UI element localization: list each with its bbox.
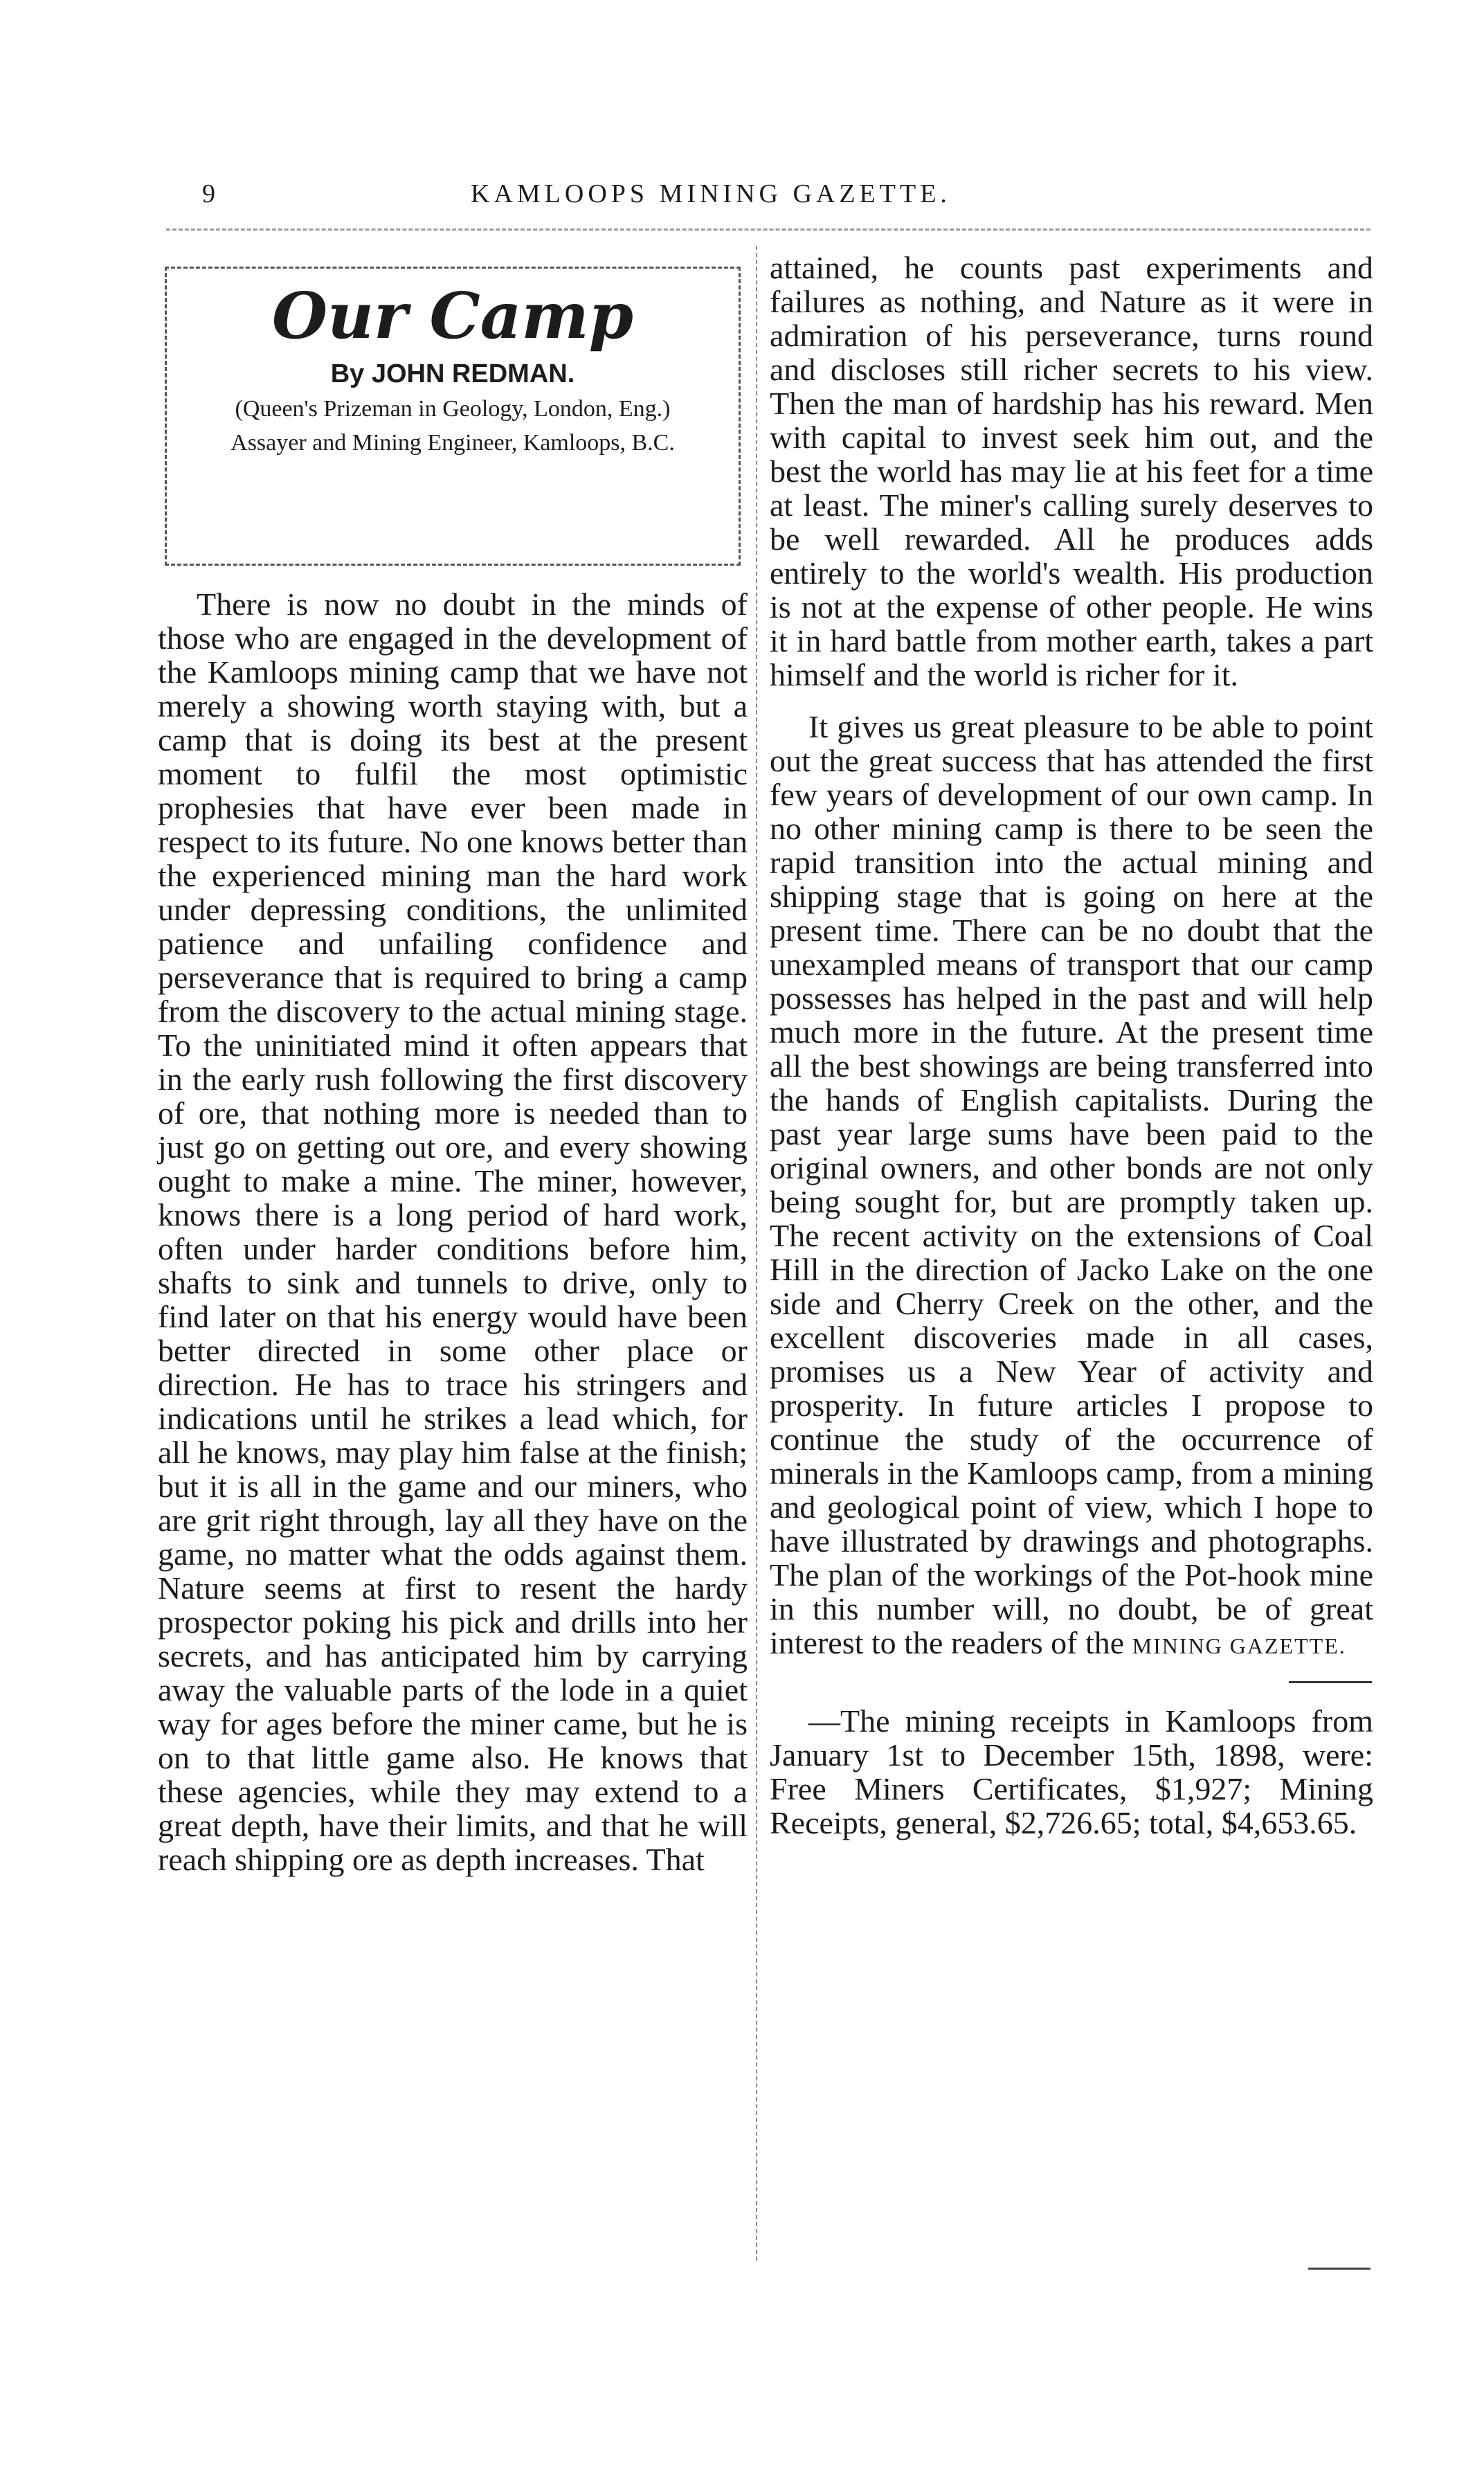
note-separator (1289, 1681, 1372, 1683)
mining-receipts-note: —The mining receipts in Kamloops from January 1st to December 15th, 1898, were: Free Miners Certificates, $1,927; Mining Receipts, general, $2,726.65; total, $4,653.65. (770, 1703, 1373, 1840)
article-paragraph-2 (770, 710, 1373, 1663)
running-head: KAMLOOPS MINING GAZETTE. (471, 179, 951, 208)
article-paragraph-continued: attained, he counts past experiments and failures as nothing, and Nature as it were in admiration of his perseverance, turns round and discloses still richer secrets to his view. Then the man of hardship has his reward. Men with capital to invest seek him out, and the best the world has may lie at his feet for a time at least. The miner's calling surely deserves to be well rewarded. All he produces adds entirely to the world's wealth. His production is not at the expense of other people. He wins it in hard battle from mother earth, takes a part himself and the world is richer for it. (770, 250, 1373, 692)
article-paragraph-1: There is now no doubt in the minds of those who are engaged in the development of the Kamloops mining camp that we have not merely a showing worth staying with, but a camp that is doing its best at the present moment to fulfil the most optimistic prophesies that have ever been made in respect to its future. No one knows better than the experienced mining man the hard work under depressing conditions, the unlimited patience and unfailing confidence and perseverance that is required to bring a camp from the discovery to the actual mining stage. To the uninitiated mind it often appears that in the early rush following the first discovery of ore, that nothing more is needed than to just go on getting out ore, and every showing ought to make a mine. The miner, however, knows there is a long period of hard work, often under harder conditions before him, shafts to sink and tunnels to drive, only to find later on that his energy would have been better directed in some other place or direction. He has to trace his stringers and indications until he strikes a lead which, for all he knows, may play him false at the finish; but it is all in the game and our miners, who are grit right through, lay all they have on the game, no matter what the odds against them. Nature seems at first to resent the hardy prospector poking his pick and drills into her secrets, and has anticipated him by carrying away the valuable parts of the lode in a quiet way for ages before the miner came, but he is on to that little game also. He knows that these agencies, while they may extend to a great depth, have their limits, and that he will reach shipping ore as depth increases. That (158, 586, 748, 1877)
gazette-name-smallcaps: MINING GAZETTE. (1132, 1633, 1346, 1658)
author-credential-geology: (Queen's Prizeman in Geology, London, Eng.) (235, 395, 671, 422)
article-byline: By JOHN REDMAN. (330, 359, 575, 388)
author-credential-assayer: Assayer and Mining Engineer, Kamloops, B.C. (230, 430, 675, 456)
article-title: Our Camp (271, 278, 634, 353)
header-rule (166, 228, 1370, 231)
left-column (158, 587, 748, 1876)
page-number: 9 (202, 179, 215, 208)
right-column (770, 251, 1373, 1840)
headline-box (165, 267, 741, 566)
article-paragraph-2-text: It gives us great pleasure to be able to point out the great success that has attended the first few years of development of our own camp. In no other mining camp is there to be seen the rapid transition into the actual mining and shipping stage that is going on here at the present time. There can be no doubt that the unexampled means of transport that our camp possesses has helped in the past and will help much more in the future. At the present time all the best showings are being transferred into the hands of English capitalists. During the past year large sums have been paid to the original owners, and other bonds are not only being sought for, but are promptly taken up. The recent activity on the extensions of Coal Hill in the direction of Jacko Lake on the one side and Cherry Creek on the other, and the excellent discoveries made in all cases, promises us a New Year of activity and prosperity. In future articles I propose to continue the study of the occurrence of minerals in the Kamloops camp, from a mining and geological point of view, which I hope to have illustrated by drawings and photographs. The plan of the workings of the Pot-hook mine in this number will, no doubt, be of great interest to the readers of the (770, 709, 1373, 1660)
column-divider (756, 246, 757, 2261)
end-rule (1308, 2268, 1370, 2270)
